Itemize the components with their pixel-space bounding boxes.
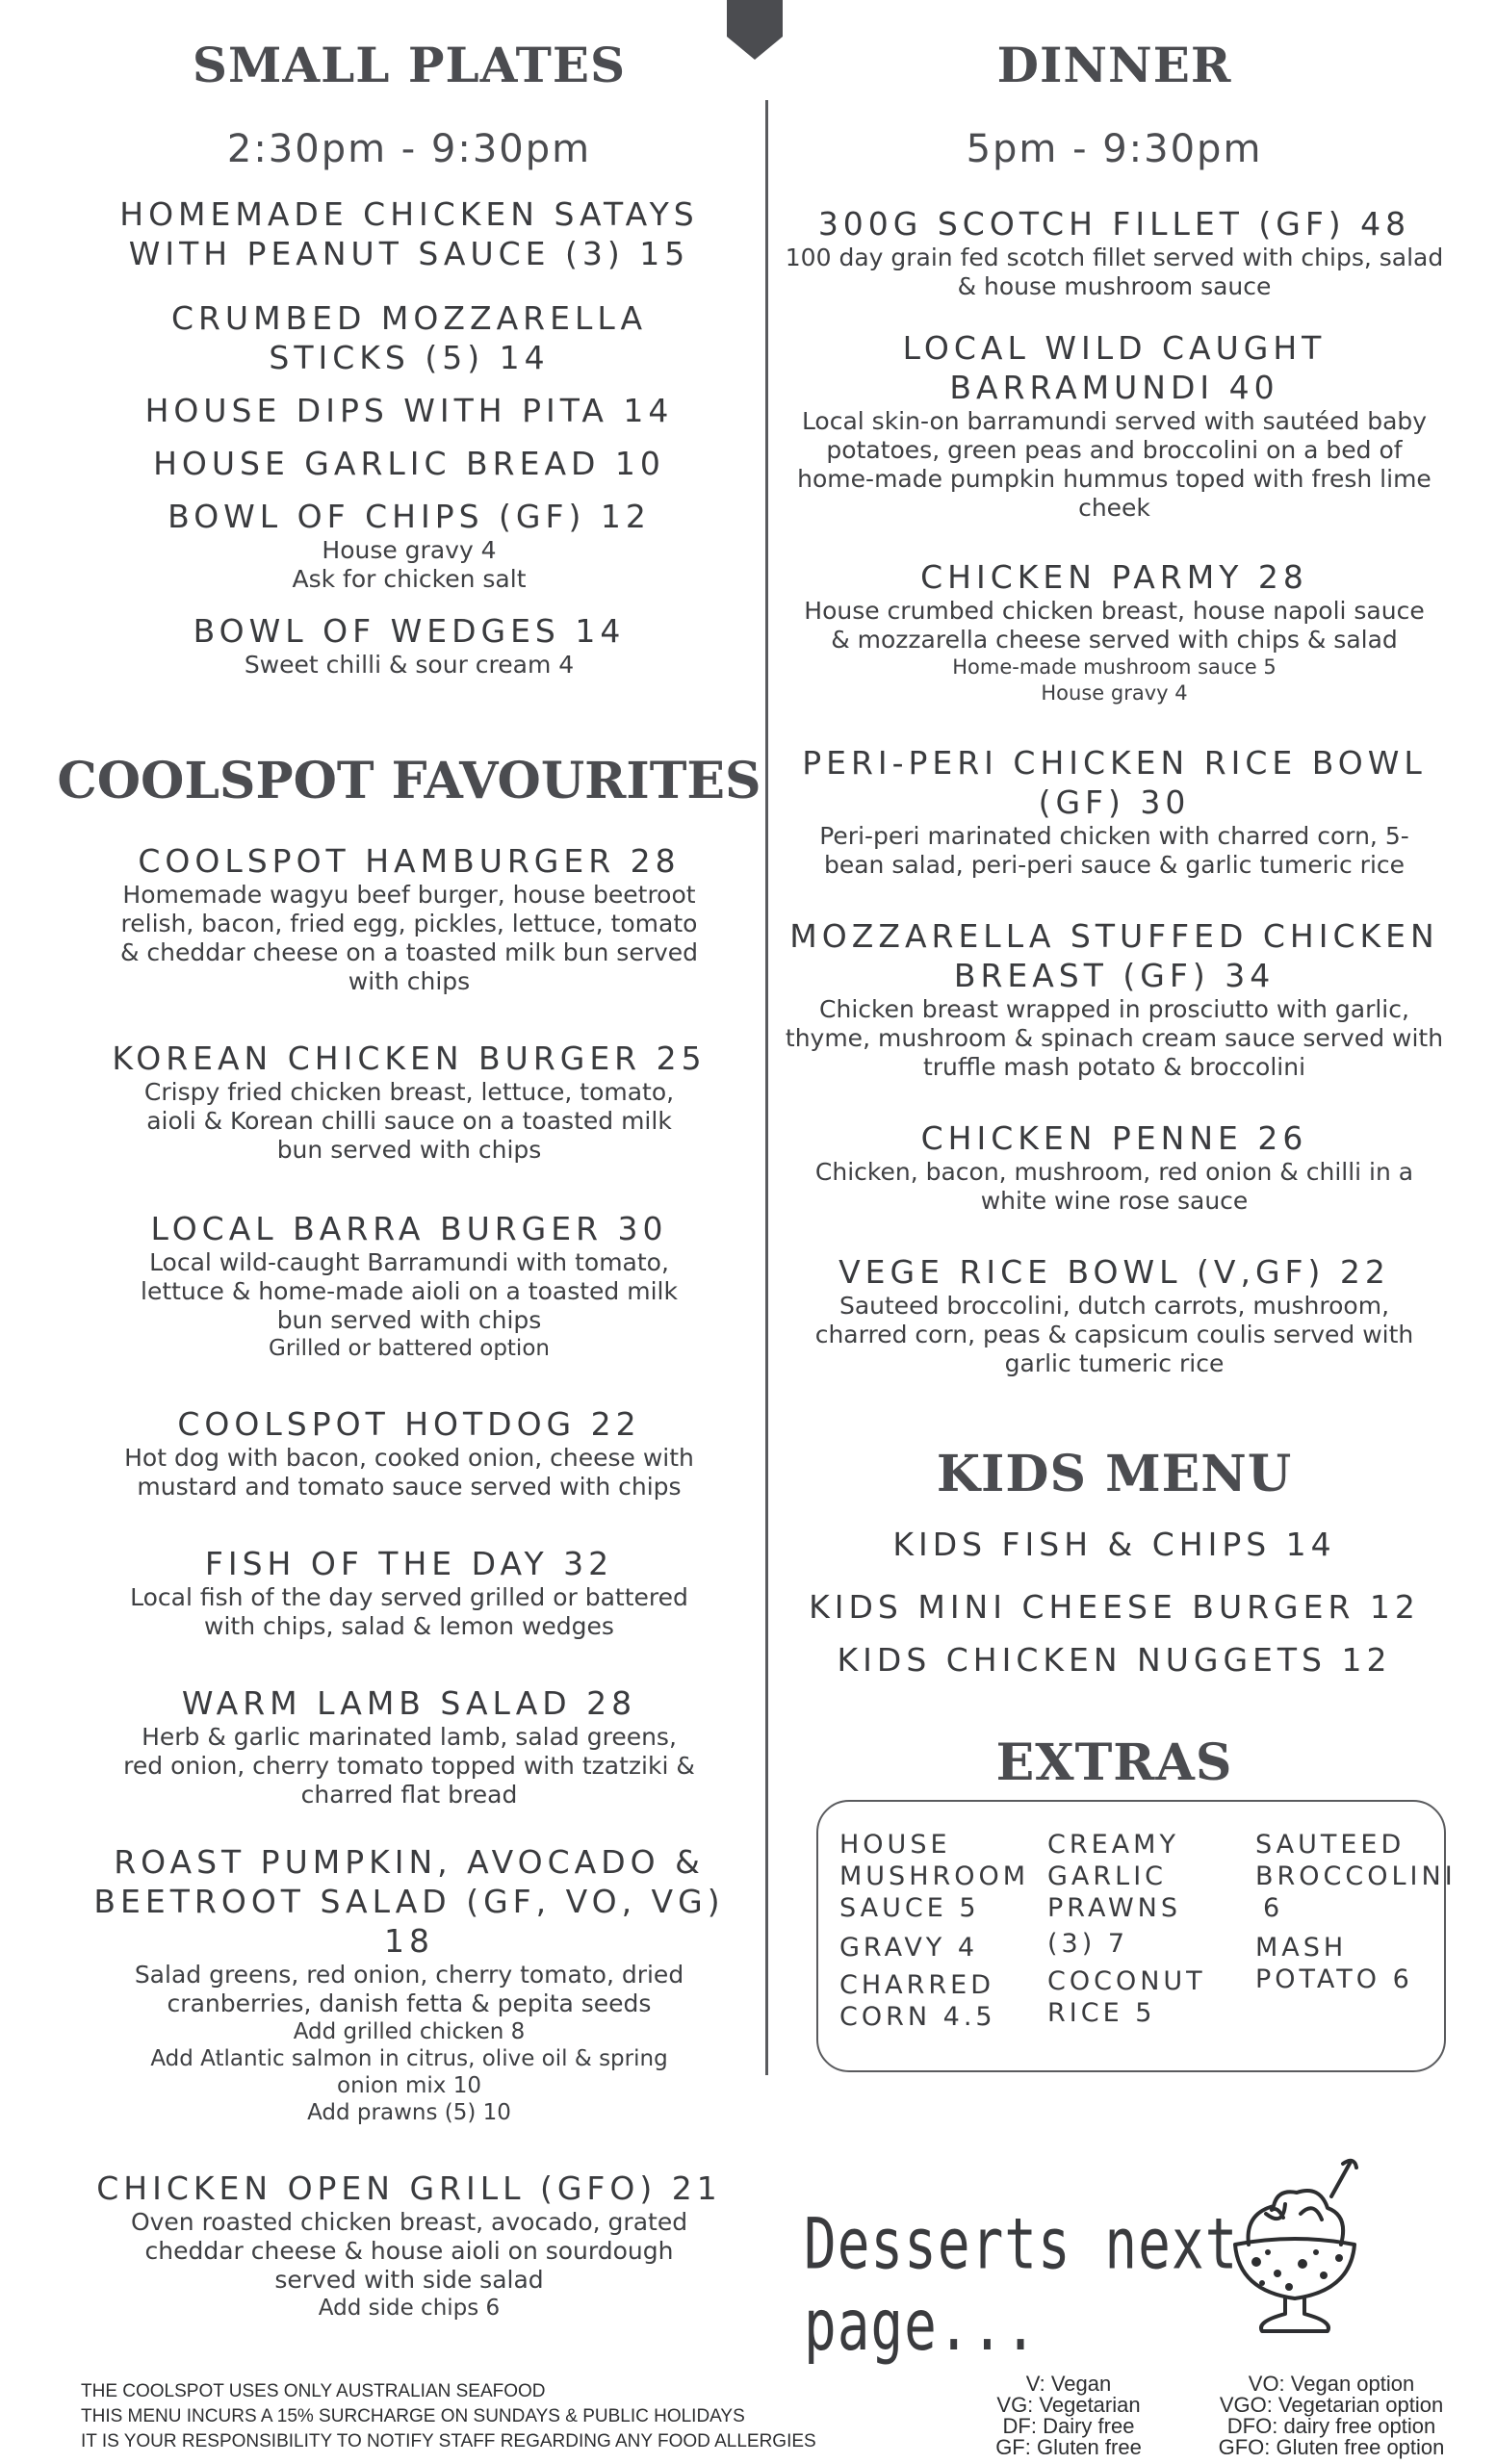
menu-item: PERI-PERI CHICKEN RICE BOWL (GF) 30 Peri-peri marinated chicken with charred corn, 5- bean salad, peri-peri sauce & garlic tumeric rice	[802, 744, 1427, 879]
menu-item: 300G SCOTCH FILLET (GF) 48 100 day grain fed scotch fillet served with chips, salad & house mushroom sauce	[785, 205, 1444, 300]
menu-item: COOLSPOT HAMBURGER 28 Homemade wagyu beef burger, house beetroot relish, bacon, fried egg, pickles, lettuce, tomato & cheddar cheese on a toasted milk bun served with chips	[119, 842, 699, 995]
menu-item: VEGE RICE BOWL (V,GF) 22 Sauteed broccolini, dutch carrots, mushroom, charred corn, peas & capsicum coulis served with garlic tumeric rice	[814, 1253, 1414, 1377]
dietary-options-legend: VO: Vegan option VGO: Vegetarian option DFO: dairy free option GFO: Gluten free option	[1218, 2372, 1445, 2459]
menu-item: BOWL OF WEDGES 14 Sweet chilli & sour cream 4	[193, 612, 626, 679]
extras-col-1: HOUSE MUSHROOM SAUCE 5 GRAVY 4 CHARRED CORN 4.5	[839, 1830, 1030, 2032]
menu-item: CHICKEN PARMY 28 House crumbed chicken breast, house napoli sauce & mozzarella cheese served with chips & salad Home-made mushroom sauce 5 House gravy 4	[804, 558, 1425, 705]
menu-item: CRUMBED MOZZARELLA STICKS (5) 14	[170, 299, 648, 376]
dinner-title: DINNER	[996, 37, 1232, 93]
menu-item: KIDS CHICKEN NUGGETS 12	[837, 1641, 1392, 1679]
extras-box	[816, 1800, 1457, 2072]
menu-item: LOCAL BARRA BURGER 30 Local wild-caught Barramundi with tomato, lettuce & home-made aioli on a toasted milk bun served with chips Grilled or battered option	[141, 1210, 678, 1361]
kids-section	[775, 1444, 1454, 1680]
menu-item: FISH OF THE DAY 32 Local fish of the day served grilled or battered with chips, salad & lemon wedges	[130, 1545, 688, 1640]
desserts-next-page-text: Desserts next page...	[804, 2204, 1239, 2367]
kids-title: KIDS MENU	[936, 1445, 1293, 1503]
extras-col-3: SAUTEED BROCCOLINI 6 MASH POTATO 6	[1255, 1830, 1457, 1994]
menu-item: HOMEMADE CHICKEN SATAYS WITH PEANUT SAUCE (3) 15	[119, 195, 699, 272]
menu-item: BOWL OF CHIPS (GF) 12 House gravy 4 Ask for chicken salt	[168, 498, 651, 593]
menu-item: CHICKEN OPEN GRILL (GFO) 21 Oven roasted chicken breast, avocado, grated cheddar cheese & house aioli on sourdough served with side salad Add side chips 6	[96, 2169, 722, 2321]
menu-item: WARM LAMB SALAD 28 Herb & garlic marinated lamb, salad greens, red onion, cherry tomato topped with tzatziki & charred flat bread	[123, 1684, 695, 1809]
favourites-title: COOLSPOT FAVOURITES	[57, 752, 761, 810]
menu-item: KOREAN CHICKEN BURGER 25 Crispy fried chicken breast, lettuce, tomato, aioli & Korean chilli sauce on a toasted milk bun served with chips	[112, 1040, 707, 1164]
extras-title: EXTRAS	[995, 1733, 1233, 1792]
menu-item: MOZZARELLA STUFFED CHICKEN BREAST (GF) 34 Chicken breast wrapped in prosciutto with garlic, thyme, mushroom & spinach cream sauce served with truffle mash potato & broccolini	[785, 917, 1444, 1081]
menu-item: KIDS FISH & CHIPS 14	[892, 1526, 1336, 1563]
footer-notes: THE COOLSPOT USES ONLY AUSTRALIAN SEAFOOD THIS MENU INCURS A 15% SURCHARGE ON SUNDAYS & PUBLIC HOLIDAYS IT IS YOUR RESPONSIBILITY TO NOTIFY STAFF REGARDING ANY FOOD ALLERGIES	[81, 2381, 816, 2451]
dietary-legend: V: Vegan VG: Vegetarian DF: Dairy free GF: Gluten free	[995, 2372, 1142, 2459]
menu-item: COOLSPOT HOTDOG 22 Hot dog with bacon, cooked onion, cheese with mustard and tomato sauce served with chips	[124, 1405, 694, 1501]
small-plates-section	[39, 37, 780, 680]
menu-item: HOUSE DIPS WITH PITA 14	[144, 392, 674, 429]
sundae-icon	[1227, 2156, 1362, 2339]
menu-item: CHICKEN PENNE 26 Chicken, bacon, mushroom, red onion & chilli in a white wine rose sauce	[814, 1119, 1414, 1215]
extras-col-2: CREAMY GARLIC PRAWNS (3) 7 COCONUT RICE 5	[1047, 1830, 1206, 2028]
favourites-section	[39, 751, 780, 2322]
dinner-hours: 5pm - 9:30pm	[966, 127, 1263, 171]
menu-item: HOUSE GARLIC BREAD 10	[153, 445, 665, 482]
small-plates-hours: 2:30pm - 9:30pm	[226, 127, 592, 171]
extras-title-wrap	[775, 1732, 1454, 1794]
menu-item: LOCAL WILD CAUGHT BARRAMUNDI 40 Local skin-on barramundi served with sautéed baby potatoes, green peas and broccolini on a bed of home-made pumpkin hummus toped with fresh lime cheek	[797, 329, 1432, 522]
menu-item: KIDS MINI CHEESE BURGER 12	[809, 1588, 1420, 1626]
dinner-section	[775, 37, 1454, 1378]
menu-item: ROAST PUMPKIN, AVOCADO & BEETROOT SALAD (GF, VO, VG) 18 Salad greens, red onion, cherry tomato, dried cranberries, danish fetta & pepita seeds Add grilled chicken 8 Add Atlantic salmon in citrus, olive oil & spring onion mix 10 Add prawns (5) 10	[93, 1843, 725, 2125]
small-plates-title: SMALL PLATES	[192, 37, 627, 93]
